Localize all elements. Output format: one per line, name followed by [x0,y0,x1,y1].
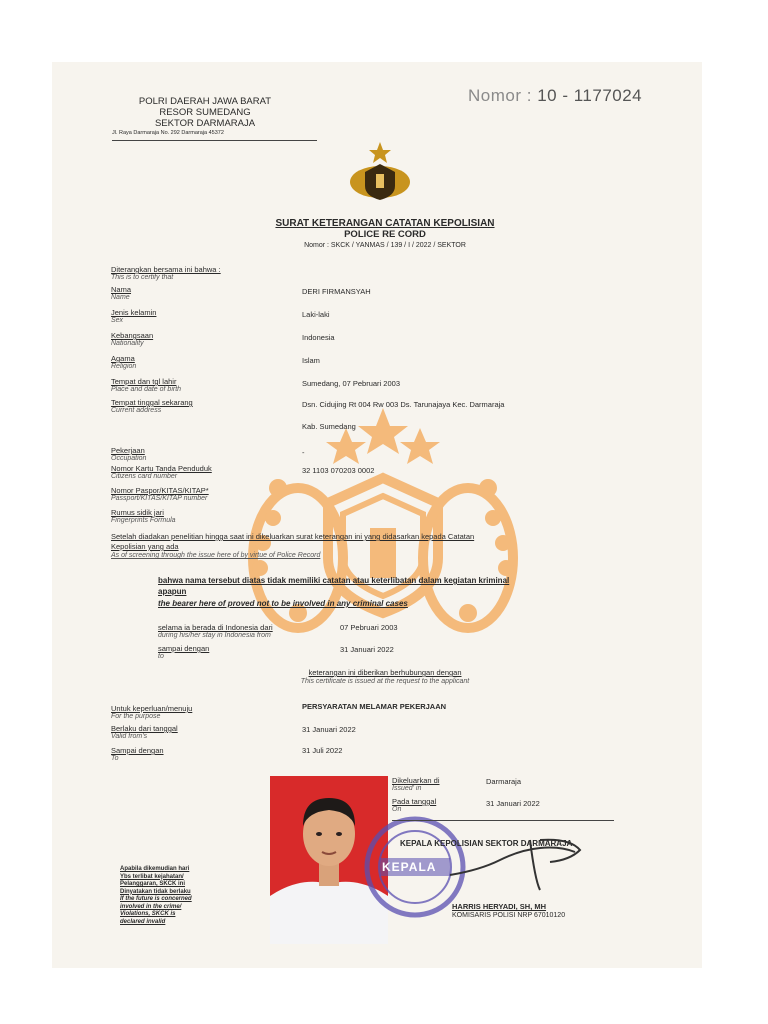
note-line-3: Pelanggaran, SKCK ini [120,881,186,887]
issued-on-label: Pada tanggal [392,797,437,806]
valid-to-label-en: To [111,755,119,762]
field-label-sex: Jenis kelamin [111,308,157,317]
field-label-religion-en: Religion [111,363,137,370]
field-value-ktp: 32 1103 070203 0002 [302,466,375,475]
stay-to-label-en: to [158,653,164,660]
field-value-occupation: - [302,448,305,457]
screening-text: Setelah diadakan penelitian hingga saat ini dikeluarkan surat keterangan ini yang didasarkan kepada Catatan [111,532,475,541]
valid-from-label-en: Valid from's [111,733,148,740]
field-label-address: Tempat tinggal sekarang [111,398,193,407]
field-value-birth: Sumedang, 07 Pebruari 2003 [302,379,400,388]
signatory-rank: KOMISARIS POLISI NRP 67010120 [452,912,566,919]
serial-prefix: Nomor : [468,86,532,105]
issued-in-value: Darmaraja [486,777,522,786]
signatory-title: KEPALA KEPOLISIAN SEKTOR DARMARAJA [400,839,573,848]
header-line-1: POLRI DAERAH JAWA BARAT [138,96,272,107]
purpose-label: Untuk keperluan/menuju [111,704,193,713]
note-line-7: Violations, SKCK is [120,911,176,917]
stay-from-value: 07 Pebruari 2003 [340,623,398,632]
valid-to-value: 31 Juli 2022 [302,746,343,755]
issued-on-value: 31 Januari 2022 [486,799,540,808]
field-label-nationality-en: Nationality [111,340,144,347]
field-label-birth-en: Place and date of birth [111,386,182,393]
header-address: Jl. Raya Darmaraja No. 292 Darmaraja 45372 [112,130,224,136]
police-logo [345,140,415,202]
statement-text-2: apapun [158,587,187,596]
header-divider [112,140,317,141]
statement-text-en: the bearer here of proved not to be involved in any criminal cases [158,599,408,608]
stay-from-label-en: during his/her stay in Indonesia from [158,632,271,639]
valid-from-label: Berlaku dari tanggal [111,724,178,733]
field-value-address: Dsn. Cidujing Rt 004 Rw 003 Ds. Tarunajaya Kec. Darmaraja [302,400,505,409]
note-line-8: declared invalid [120,918,166,925]
field-value-sex: Laki-laki [302,310,330,319]
issued-text-en: This certificate is issued at the request to the applicant [300,678,470,685]
field-label-religion: Agama [111,354,135,363]
stay-to-label: sampai dengan [158,644,210,653]
intro-label: Diterangkan bersama ini bahwa : [111,265,221,274]
field-label-name: Nama [111,285,132,294]
serial-value: 10 - 1177024 [537,86,643,105]
valid-from-value: 31 Januari 2022 [302,725,356,734]
field-value-name: DERI FIRMANSYAH [302,287,371,296]
intro-label-en: This is to certify that [111,274,174,281]
valid-to-label: Sampai dengan [111,746,164,755]
issued-text: keterangan ini diberikan berhubungan dengan [308,668,462,677]
field-label-passport-en: Passport/KITAS/KITAP number [111,495,208,502]
document-title: SURAT KETERANGAN CATATAN KEPOLISIAN [275,218,495,229]
note-line-2: Ybs terlibat kejahatan/ [120,873,184,880]
header-line-2: RESOR SUMEDANG [159,107,251,118]
statement-text: bahwa nama tersebut diatas tidak memiliki catatan atau keterlibatan dalam kegiatan kriminal [158,576,510,585]
serial-number [468,86,642,106]
note-line-1: Apabila dikemudian hari [120,866,190,872]
signatory-name: HARRIS HERYADI, SH, MH [452,902,547,911]
stamp-label: KEPALA [382,860,437,874]
header-line-3: SEKTOR DARMARAJA [154,118,256,129]
field-label-address-en: Current address [111,407,162,414]
screening-text-en: As of screening through the issue here of by virtue of Police Record [111,552,321,559]
field-label-ktp: Nomor Kartu Tanda Penduduk [111,464,212,473]
field-label-nationality: Kebangsaan [111,331,154,340]
field-value-religion: Islam [302,356,320,365]
note-line-5: If the future is concerned [120,896,192,902]
field-value-address-line2: Kab. Sumedang [302,422,356,431]
field-label-passport: Nomor Paspor/KITAS/KITAP* [111,486,209,495]
field-label-birth: Tempat dan tgl lahir [111,377,177,386]
field-label-name-en: Name [111,294,130,301]
document-title-english: POLICE RE CORD [344,229,426,240]
stay-from-label: selama ia berada di Indonesia dari [158,623,273,632]
issued-in-label: Dikeluarkan di [392,776,440,785]
field-label-sex-en: Sex [111,317,124,324]
field-label-fingerprint: Rumus sidik jari [111,508,164,517]
note-line-6: involved in the crime/ [120,903,182,910]
field-label-occupation: Pekerjaan [111,446,145,455]
issued-in-label-en: Issued' in [392,785,422,792]
note-line-4: Dinyatakan tidak berlaku [120,888,191,895]
field-label-fingerprint-en: Fingerprints Formula [111,517,176,524]
field-label-ktp-en: Citizens card number [111,473,178,480]
document-number: Nomor : SKCK / YANMAS / 139 / I / 2022 / SEKTOR [304,242,466,249]
purpose-label-en: For the purpose [111,713,161,720]
signature [440,820,590,900]
purpose-value: PERSYARATAN MELAMAR PEKERJAAN [302,702,447,711]
screening-text-2: Kepolisian yang ada [111,542,179,551]
issued-on-label-en: On [392,806,402,813]
stay-to-value: 31 Januari 2022 [340,645,394,654]
field-label-occupation-en: Occupation [111,455,147,462]
field-value-nationality: Indonesia [302,333,335,342]
